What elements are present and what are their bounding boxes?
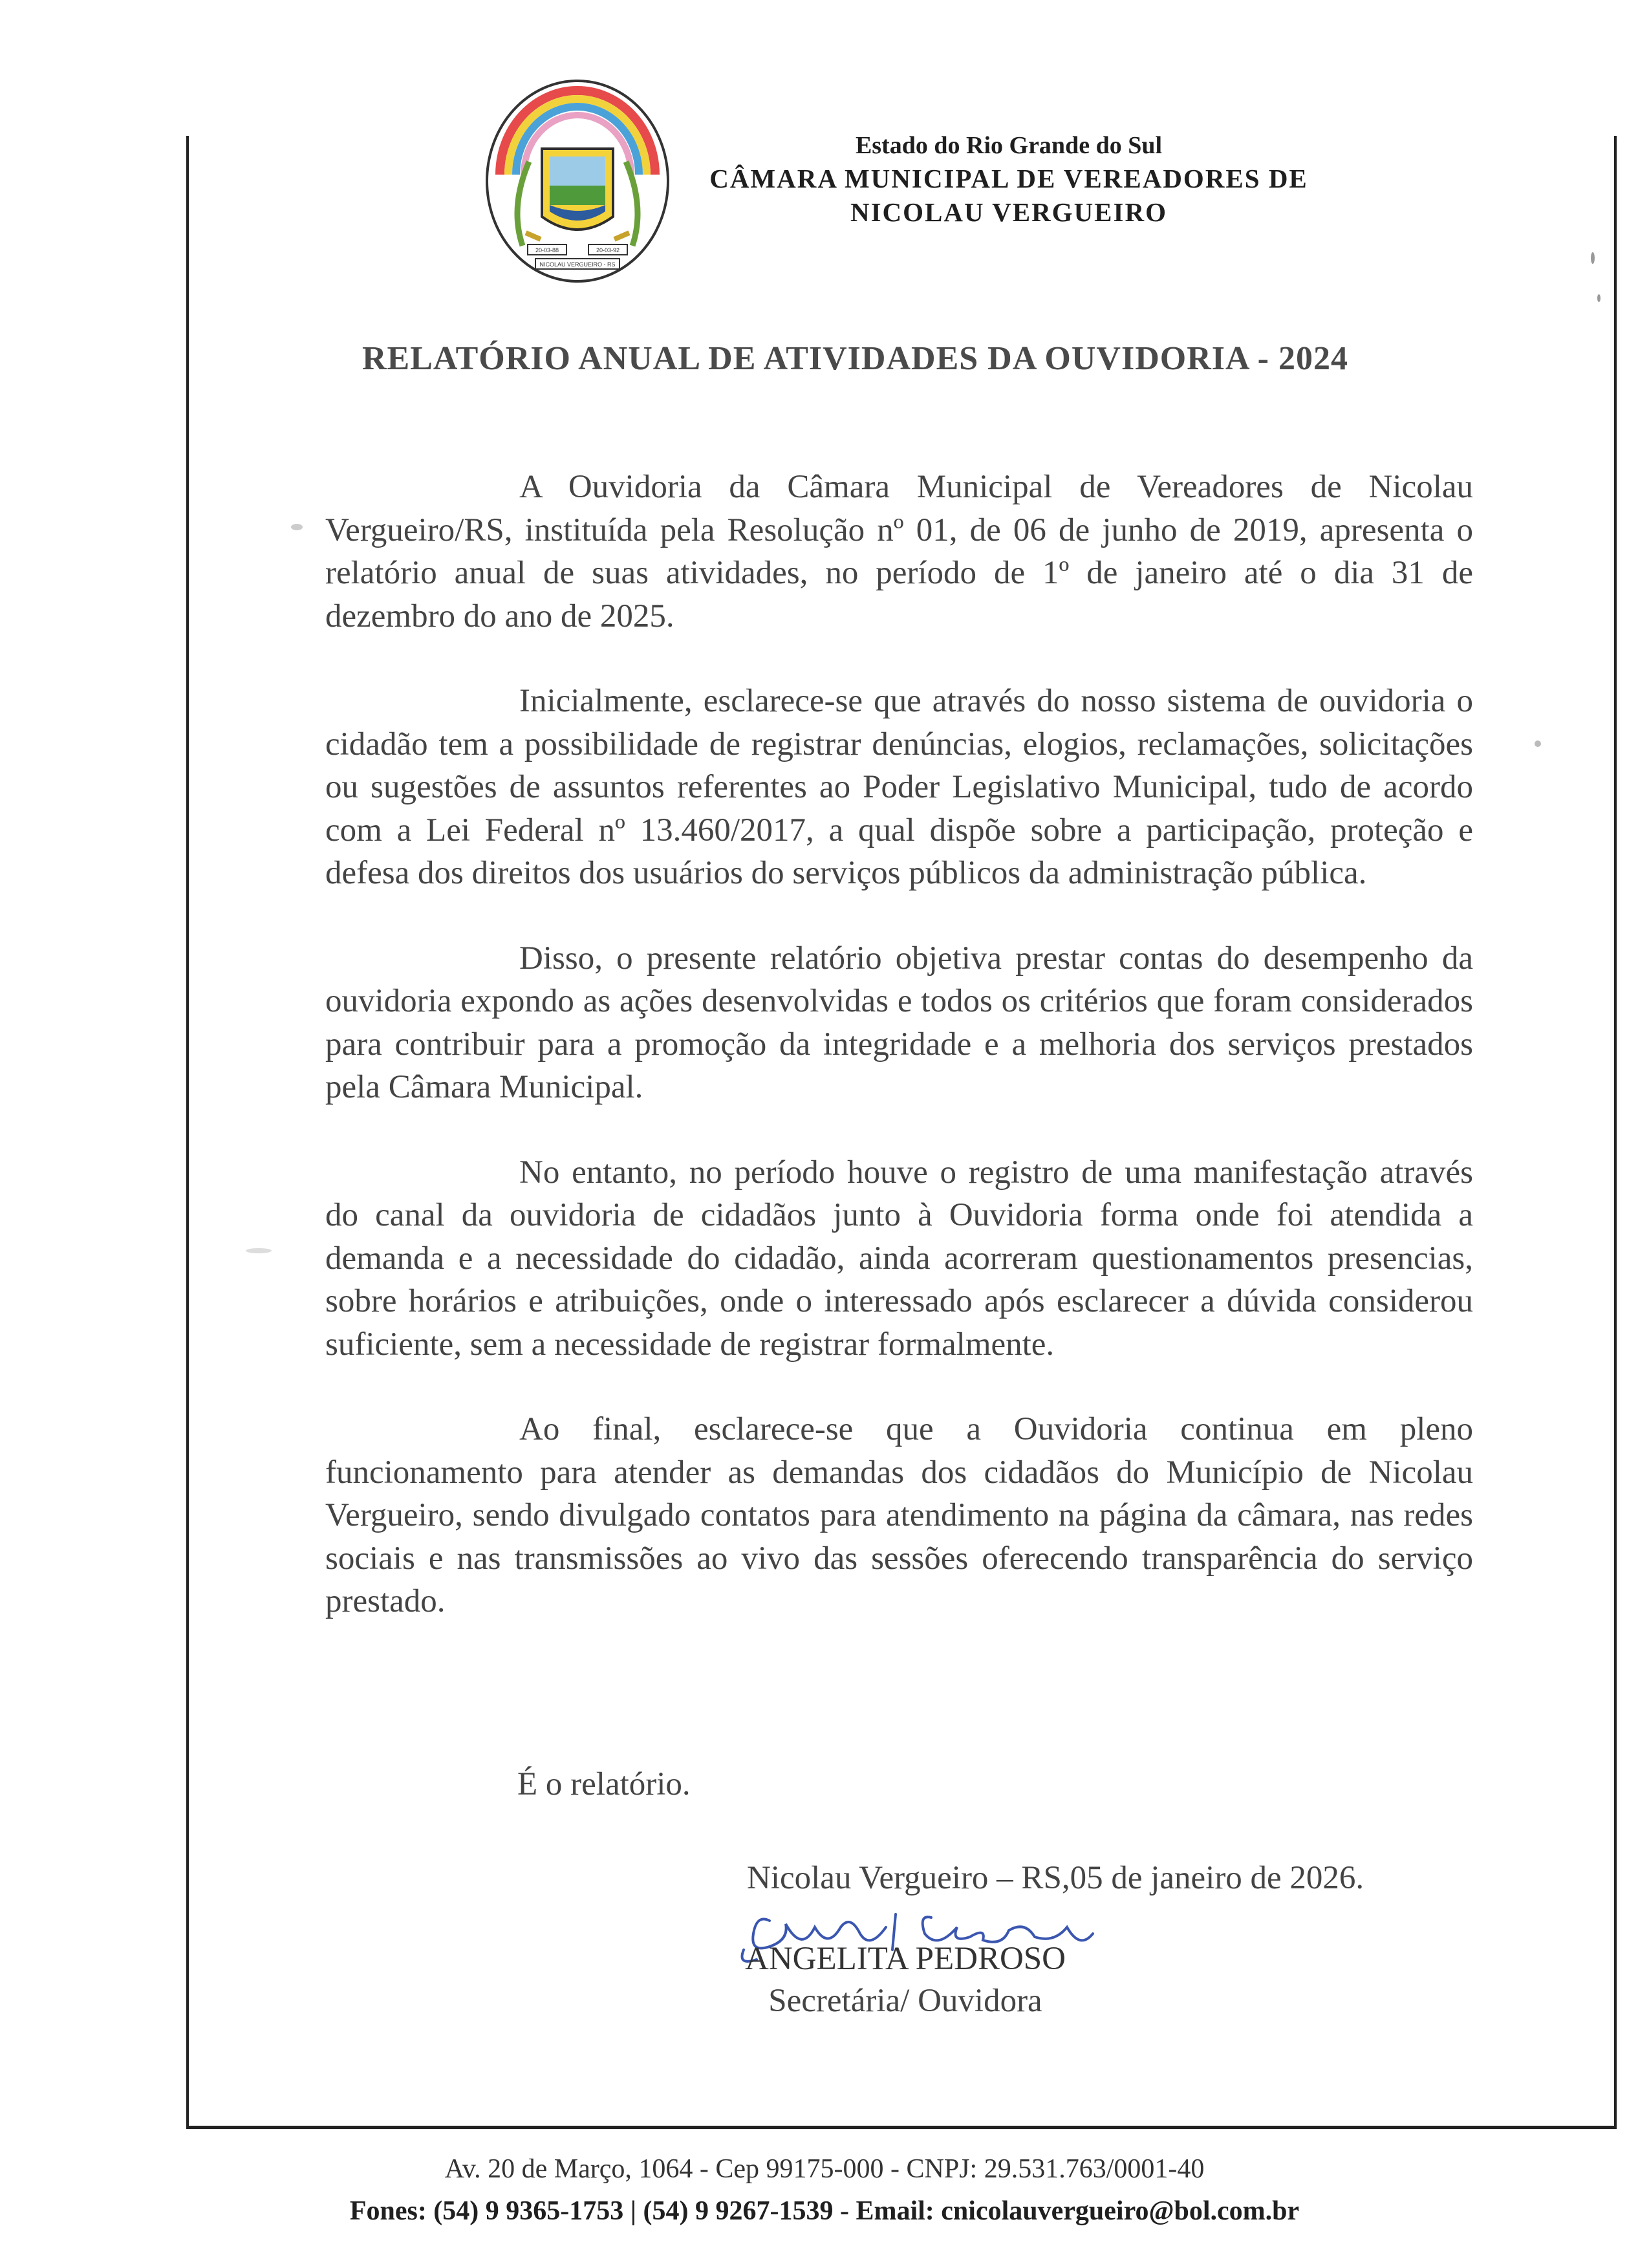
municipal-crest-logo	[484, 78, 671, 285]
chamber-name-line1: CÂMARA MUNICIPAL DE VEREADORES DE	[709, 164, 1308, 193]
footer-contacts: Fones: (54) 9 9365-1753 | (54) 9 9267-1539 - Email: cnicolauvergueiro@bol.com.br	[349, 2196, 1300, 2226]
scan-speck	[1591, 252, 1595, 264]
place-and-date: Nicolau Vergueiro – RS,05 de janeiro de 2026.	[747, 1860, 1364, 1896]
signatory-name: ANGELITA PEDROSO	[744, 1941, 1066, 1977]
report-title: RELATÓRIO ANUAL DE ATIVIDADES DA OUVIDORIA - 2024	[362, 340, 1348, 377]
paragraph-objective: Disso, o presente relatório objetiva prestar contas do desempenho da ouvidoria expondo as ações desenvolvidas e todos os critérios que foram considerados para contribuir para a promoção da integridade e a melhoria dos serviços prestados pela Câmara Municipal.	[325, 940, 1473, 1105]
scan-speck	[1597, 294, 1600, 302]
chamber-name-line2: NICOLAU VERGUEIRO	[850, 197, 1167, 227]
closing-statement: É o relatório.	[517, 1766, 691, 1802]
scan-speck	[246, 1248, 272, 1253]
crest-banner: NICOLAU VERGUEIRO - RS	[539, 261, 616, 268]
crest-ribbon-right: 20-03-92	[596, 247, 620, 254]
paragraph-intro: A Ouvidoria da Câmara Municipal de Vereadores de Nicolau Vergueiro/RS, instituída pela Resolução nº 01, de 06 de junho de 2019, apresenta o relatório anual de suas atividades, no período de 1º de janeiro até o dia 31 de dezembro do ano de 2025.	[325, 469, 1473, 634]
letterhead	[673, 129, 1345, 229]
paragraph-final: Ao final, esclarece-se que a Ouvidoria continua em pleno funcionamento para atender as demandas dos cidadãos do Município de Nicolau Vergueiro, sendo divulgado contatos para atendimento na página da câmara, nas redes sociais e nas transmissões ao vivo das sessões oferecendo transparência do serviço prestado.	[325, 1411, 1473, 1619]
state-name: Estado do Rio Grande do Sul	[855, 132, 1163, 159]
report-body	[325, 466, 1473, 1665]
paragraph-records: No entanto, no período houve o registro de uma manifestação através do canal da ouvidoria de cidadãos junto à Ouvidoria forma onde foi atendida a demanda e a necessidade do cidadão, ainda acorreram questionamentos presencias, sobre horários e atribuições, onde o interessado após esclarecer a dúvida considerou suficiente, sem a necessidade de registrar formalmente.	[325, 1154, 1473, 1363]
crest-ribbon-left: 20-03-88	[535, 247, 559, 254]
scan-speck	[291, 524, 303, 530]
footer-address: Av. 20 de Março, 1064 - Cep 99175-000 - CNPJ: 29.531.763/0001-40	[444, 2154, 1205, 2184]
signatory-role: Secretária/ Ouvidora	[768, 1983, 1042, 2019]
paragraph-system: Inicialmente, esclarece-se que através do nosso sistema de ouvidoria o cidadão tem a possibilidade de registrar denúncias, elogios, reclamações, solicitações ou sugestões de assuntos referentes ao Poder Legislativo Municipal, tudo de acordo com a Lei Federal nº 13.460/2017, a qual dispõe sobre a participação, proteção e defesa dos direitos dos usuários do serviços públicos da administração pública.	[325, 683, 1473, 891]
scan-speck	[1535, 740, 1541, 747]
